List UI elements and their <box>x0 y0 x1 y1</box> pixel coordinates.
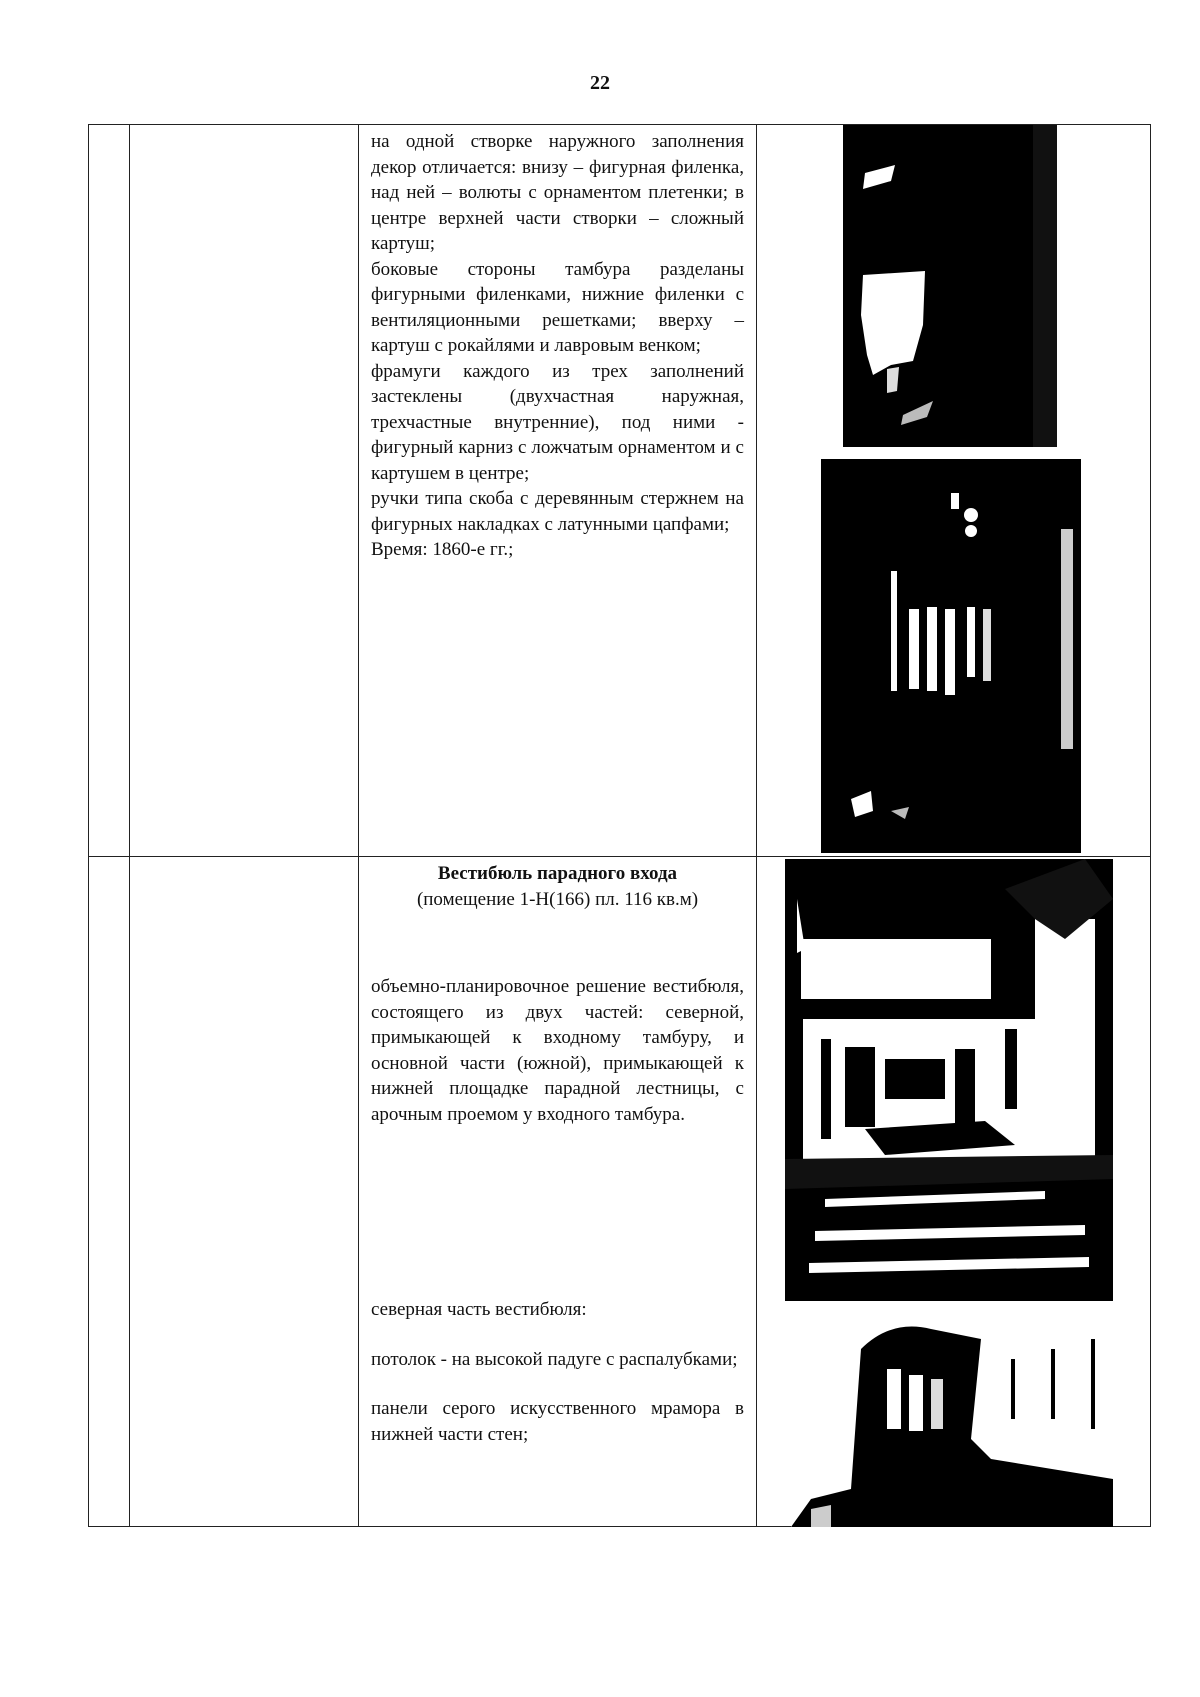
cell-object <box>130 125 359 857</box>
description-paragraph: объемно-планировочное решение вестибюля, состоящего из двух частей: северной, примыкающей к входному тамбуру, и основной части (южной), примыкающей к нижней площадке парадной лестницы, с арочным проемом у входного тамбура. <box>371 976 744 1125</box>
description-paragraph: потолок - на высокой падуге с распалубками; <box>371 1348 738 1370</box>
cell-photos <box>757 857 1151 1527</box>
cell-object <box>130 857 359 1527</box>
cell-number <box>89 125 130 857</box>
photo-vestibule-north-arch <box>791 1309 1113 1527</box>
cell-description <box>359 125 757 857</box>
table-row <box>89 125 1151 857</box>
cell-number <box>89 857 130 1527</box>
description-paragraph: северная часть вестибюля: <box>371 1299 587 1320</box>
description-paragraph: ручки типа скоба с деревянным стержнем на фигурных накладках с латунными цапфами; <box>371 488 744 535</box>
section-subheading: (помещение 1-Н(166) пл. 116 кв.м) <box>416 888 699 910</box>
cell-photos <box>757 125 1151 857</box>
description-paragraph: Время: 1860-е гг.; <box>371 539 514 560</box>
photo-vestibule-stairs <box>785 859 1113 1301</box>
description-paragraph: панели серого искусственного мрамора в нижней части стен; <box>371 1398 744 1445</box>
photo-vestibule-arches <box>821 459 1081 853</box>
description-paragraph: фрамуги каждого из трех заполнений застеклены (двухчастная наружная, трехчастные внутренние), под ними - фигурный карниз с ложчатым орнаментом и с картушем в центре; <box>371 360 744 484</box>
object-description-table <box>88 124 1151 1527</box>
photo-door-detail <box>843 125 1057 447</box>
cell-description <box>359 857 757 1527</box>
description-paragraph: боковые стороны тамбура разделаны фигурными филенками, нижние филенки с вентиляционными решетками; вверху – картуш с рокайлями и лавровым венком; <box>371 258 744 356</box>
table-row <box>89 857 1151 1527</box>
page-number: 22 <box>590 72 610 94</box>
description-paragraph: на одной створке наружного заполнения декор отличается: внизу – фигурная филенка, над ней – волюты с орнаментом плетенки; в центре верхней части створки – сложный картуш; <box>371 131 744 254</box>
section-heading: Вестибюль парадного входа <box>437 863 678 884</box>
